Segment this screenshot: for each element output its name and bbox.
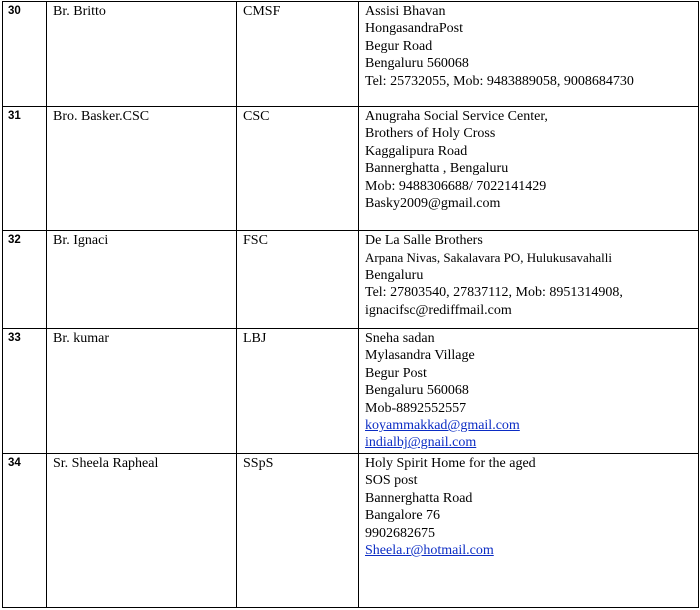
address-line: Anugraha Social Service Center, (365, 109, 548, 124)
email-link[interactable]: koyammakkad@gmail.com (365, 418, 520, 434)
address-line: Arpana Nivas, Sakalavara PO, Hulukusavahalli (365, 250, 612, 266)
address-line: Brothers of Holy Cross (365, 126, 496, 142)
entry-congregation: CMSF (237, 2, 359, 107)
entry-address (359, 107, 699, 231)
entry-congregation: CSC (237, 107, 359, 231)
address-line: ignacifsc@rediffmail.com (365, 302, 512, 318)
entry-name: Bro. Basker.CSC (47, 107, 237, 231)
address-line: Assisi Bhavan (365, 4, 446, 19)
address-line: Mylasandra Village (365, 348, 475, 364)
address-line: Bannerghatta Road (365, 490, 473, 506)
entry-number: 30 (3, 2, 47, 107)
entry-congregation: SSpS (237, 454, 359, 608)
entry-number: 34 (3, 454, 47, 608)
entry-address (359, 2, 699, 107)
address-line: Basky2009@gmail.com (365, 196, 501, 212)
address-line: 9902682675 (365, 525, 435, 541)
entry-number: 32 (3, 231, 47, 329)
table-row (3, 2, 699, 107)
address-line: Bengaluru (365, 267, 424, 283)
address-line: Begur Post (365, 365, 427, 381)
entry-name: Br. Ignaci (47, 231, 237, 329)
directory-table (2, 1, 699, 608)
table-row (3, 454, 699, 608)
address-line: HongasandraPost (365, 21, 463, 37)
address-line: Begur Road (365, 38, 433, 54)
address-line: Bannerghatta , Bengaluru (365, 161, 509, 177)
table-row (3, 329, 699, 454)
email-link[interactable]: Sheela.r@hotmail.com (365, 543, 494, 559)
table-row (3, 107, 699, 231)
address-line: Sneha sadan (365, 331, 435, 346)
entry-number: 31 (3, 107, 47, 231)
address-line: Bangalore 76 (365, 508, 441, 524)
address-line: Tel: 27803540, 27837112, Mob: 8951314908, (365, 285, 623, 301)
address-line: Mob-8892552557 (365, 400, 467, 416)
address-line: Bengaluru 560068 (365, 56, 469, 72)
entry-name: Sr. Sheela Rapheal (47, 454, 237, 608)
entry-name: Br. kumar (47, 329, 237, 454)
table-row (3, 231, 699, 329)
entry-congregation: LBJ (237, 329, 359, 454)
address-line: Kaggalipura Road (365, 143, 468, 159)
entry-name: Br. Britto (47, 2, 237, 107)
entry-address (359, 231, 699, 329)
address-line: Mob: 9488306688/ 7022141429 (365, 178, 547, 194)
address-line: Holy Spirit Home for the aged (365, 456, 536, 471)
email-link[interactable]: indialbj@gnail.com (365, 435, 477, 451)
address-line: Tel: 25732055, Mob: 9483889058, 9008684730 (365, 73, 634, 89)
address-line: De La Salle Brothers (365, 233, 483, 248)
entry-address (359, 329, 699, 454)
entry-number: 33 (3, 329, 47, 454)
entry-address (359, 454, 699, 608)
address-line: Bengaluru 560068 (365, 383, 469, 399)
address-line: SOS post (365, 473, 418, 489)
entry-congregation: FSC (237, 231, 359, 329)
